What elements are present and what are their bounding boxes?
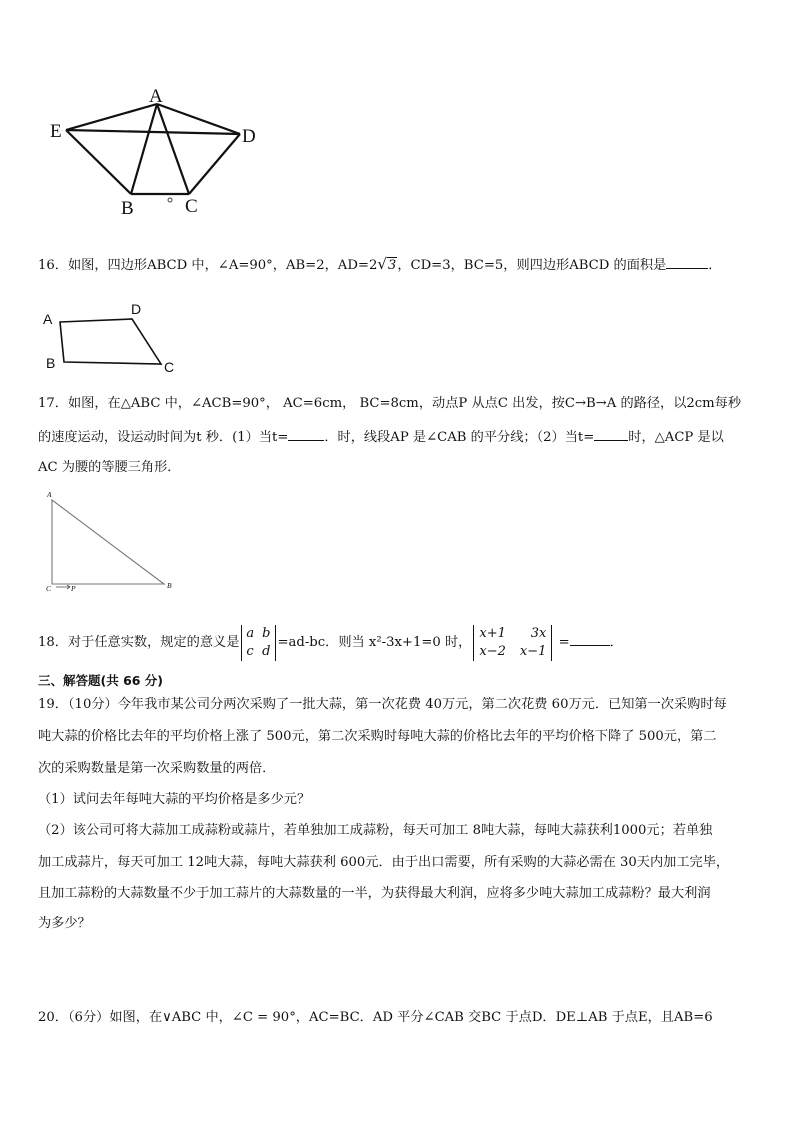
q17-answer-blank-2[interactable] [594,426,628,441]
edge-ea [66,104,157,130]
q17-text-line1: 如图，在△ABC 中，∠ACB=90°， AC=6cm， BC=8cm，动点P 从点C 出发，按C→B→A 的路径，以2cm每秒 [67,396,742,411]
q16-number: 16． [38,258,68,273]
q16-label-a: A [43,311,53,327]
q18-determinant-1 [241,625,275,661]
det1-d: d [262,643,271,659]
q18-determinant-2 [473,625,552,661]
q16-line [38,254,774,276]
q16-label-b: B [46,355,56,371]
det1-c: c [246,643,254,659]
q16-answer-blank[interactable] [666,254,708,269]
q16-text-a: 如图，四边形ABCD 中，∠A=90°，AB=2，AD= [67,258,369,273]
edge-eb [66,130,131,194]
figure-q17 [40,488,190,598]
q19-line1: 19．（10分）今年我市某公司分两次采购了一批大蒜，第一次花费 40万元，第二次花费 60万元．已知第一次采购时每 [38,697,727,712]
q19-line2: 吨大蒜的价格比去年的平均价格上涨了 500元，第二次采购时每吨大蒜的价格比去年的平均价格下降了 500元，第二 [38,729,717,744]
stray-mark [168,198,172,202]
q20-line1: 20．（6分）如图，在∨ABC 中，∠C = 90°，AC=BC．AD 平分∠CAB 交BC 于点D．DE⊥AB 于点E，且AB=6 [38,1010,713,1025]
q18-line [38,622,774,664]
q19-sub2-line4: 为多少？ [38,916,91,931]
section-header: 三、解答题(共 66 分) [38,673,164,688]
q17-text-line2-a: 的速度运动，设运动时间为t 秒．(1）当t= [38,430,289,445]
q17-text-line2-b: ．时，线段AP 是∠CAB 的平分线；（2）当t= [324,430,595,445]
det1-a: a [246,625,255,641]
q19-sub1: （1）试问去年每吨大蒜的平均价格是多少元？ [38,792,311,807]
q18-number: 18． [38,635,68,650]
q19-line3: 次的采购数量是第一次采购数量的两倍． [38,761,276,776]
q18-text-b: =ad-bc．则当 x²-3x+1=0 时， [277,635,472,650]
q19-sub2-line3: 且加工蒜粉的大蒜数量不少于加工蒜片的大蒜数量的一半，为获得最大利润，应将多少吨大蒜加工成蒜粉？最大利润 [38,886,711,901]
q16-text-b: ，CD=3，BC=5，则四边形ABCD 的面积是 [397,258,667,273]
figure-q15 [48,84,278,220]
q19-sub2-line1: （2）该公司可将大蒜加工成蒜粉或蒜片，若单独加工成蒜粉，每天可加工 8吨大蒜，每吨大蒜获利1000元；若单独 [38,823,713,838]
q17-label-b: B [167,581,172,590]
det2-a: x+1 [479,625,506,641]
det1-b: b [262,625,271,641]
q17-line2 [38,426,774,448]
figure-q16 [38,300,188,378]
det2-b: 3x [530,625,547,641]
label-c: C [185,196,198,217]
edge-ed [66,130,240,134]
q17-label-a: A [47,490,52,499]
q17-text-line3: AC 为腰的等腰三角形． [38,460,181,475]
q17-text-line2-c: 时，△ACP 是以 [628,430,724,445]
q19-sub2-line2: 加工成蒜片，每天可加工 12吨大蒜，每吨大蒜获利 600元．由于出口需要，所有采购的大蒜必需在 30天内加工完毕， [38,855,730,870]
q18-text-c: = [558,635,570,650]
q16-sqrt: 2√3 [368,255,397,273]
q17-answer-blank-1[interactable] [288,426,324,441]
q17-line3 [38,458,774,478]
q18-end: ． [609,635,623,650]
triangle-acb [52,500,164,584]
label-d: D [242,126,256,147]
edge-ab [131,104,157,194]
q18-text-a: 对于任意实数，规定的意义是 [67,635,240,650]
det2-d: x−1 [519,643,547,659]
q16-label-d: D [131,301,142,317]
quadrilateral-abcd [60,319,161,364]
label-e: E [50,121,62,142]
edge-ac [157,104,189,194]
edge-ad [157,104,240,134]
q17-number: 17． [38,396,68,411]
label-a: A [149,86,163,107]
q17-line1 [38,394,774,414]
q18-answer-blank[interactable] [570,631,610,646]
q16-sqrt-coef: 2 [368,258,378,273]
det2-c: x−2 [479,643,506,659]
edge-cd [189,134,240,194]
q16-end: ． [708,258,722,273]
q16-label-c: C [164,359,175,375]
q17-label-p: P [71,584,76,593]
q17-label-c: C [46,584,52,593]
label-b: B [121,198,134,219]
q16-sqrt-radicand: 3 [387,258,397,273]
